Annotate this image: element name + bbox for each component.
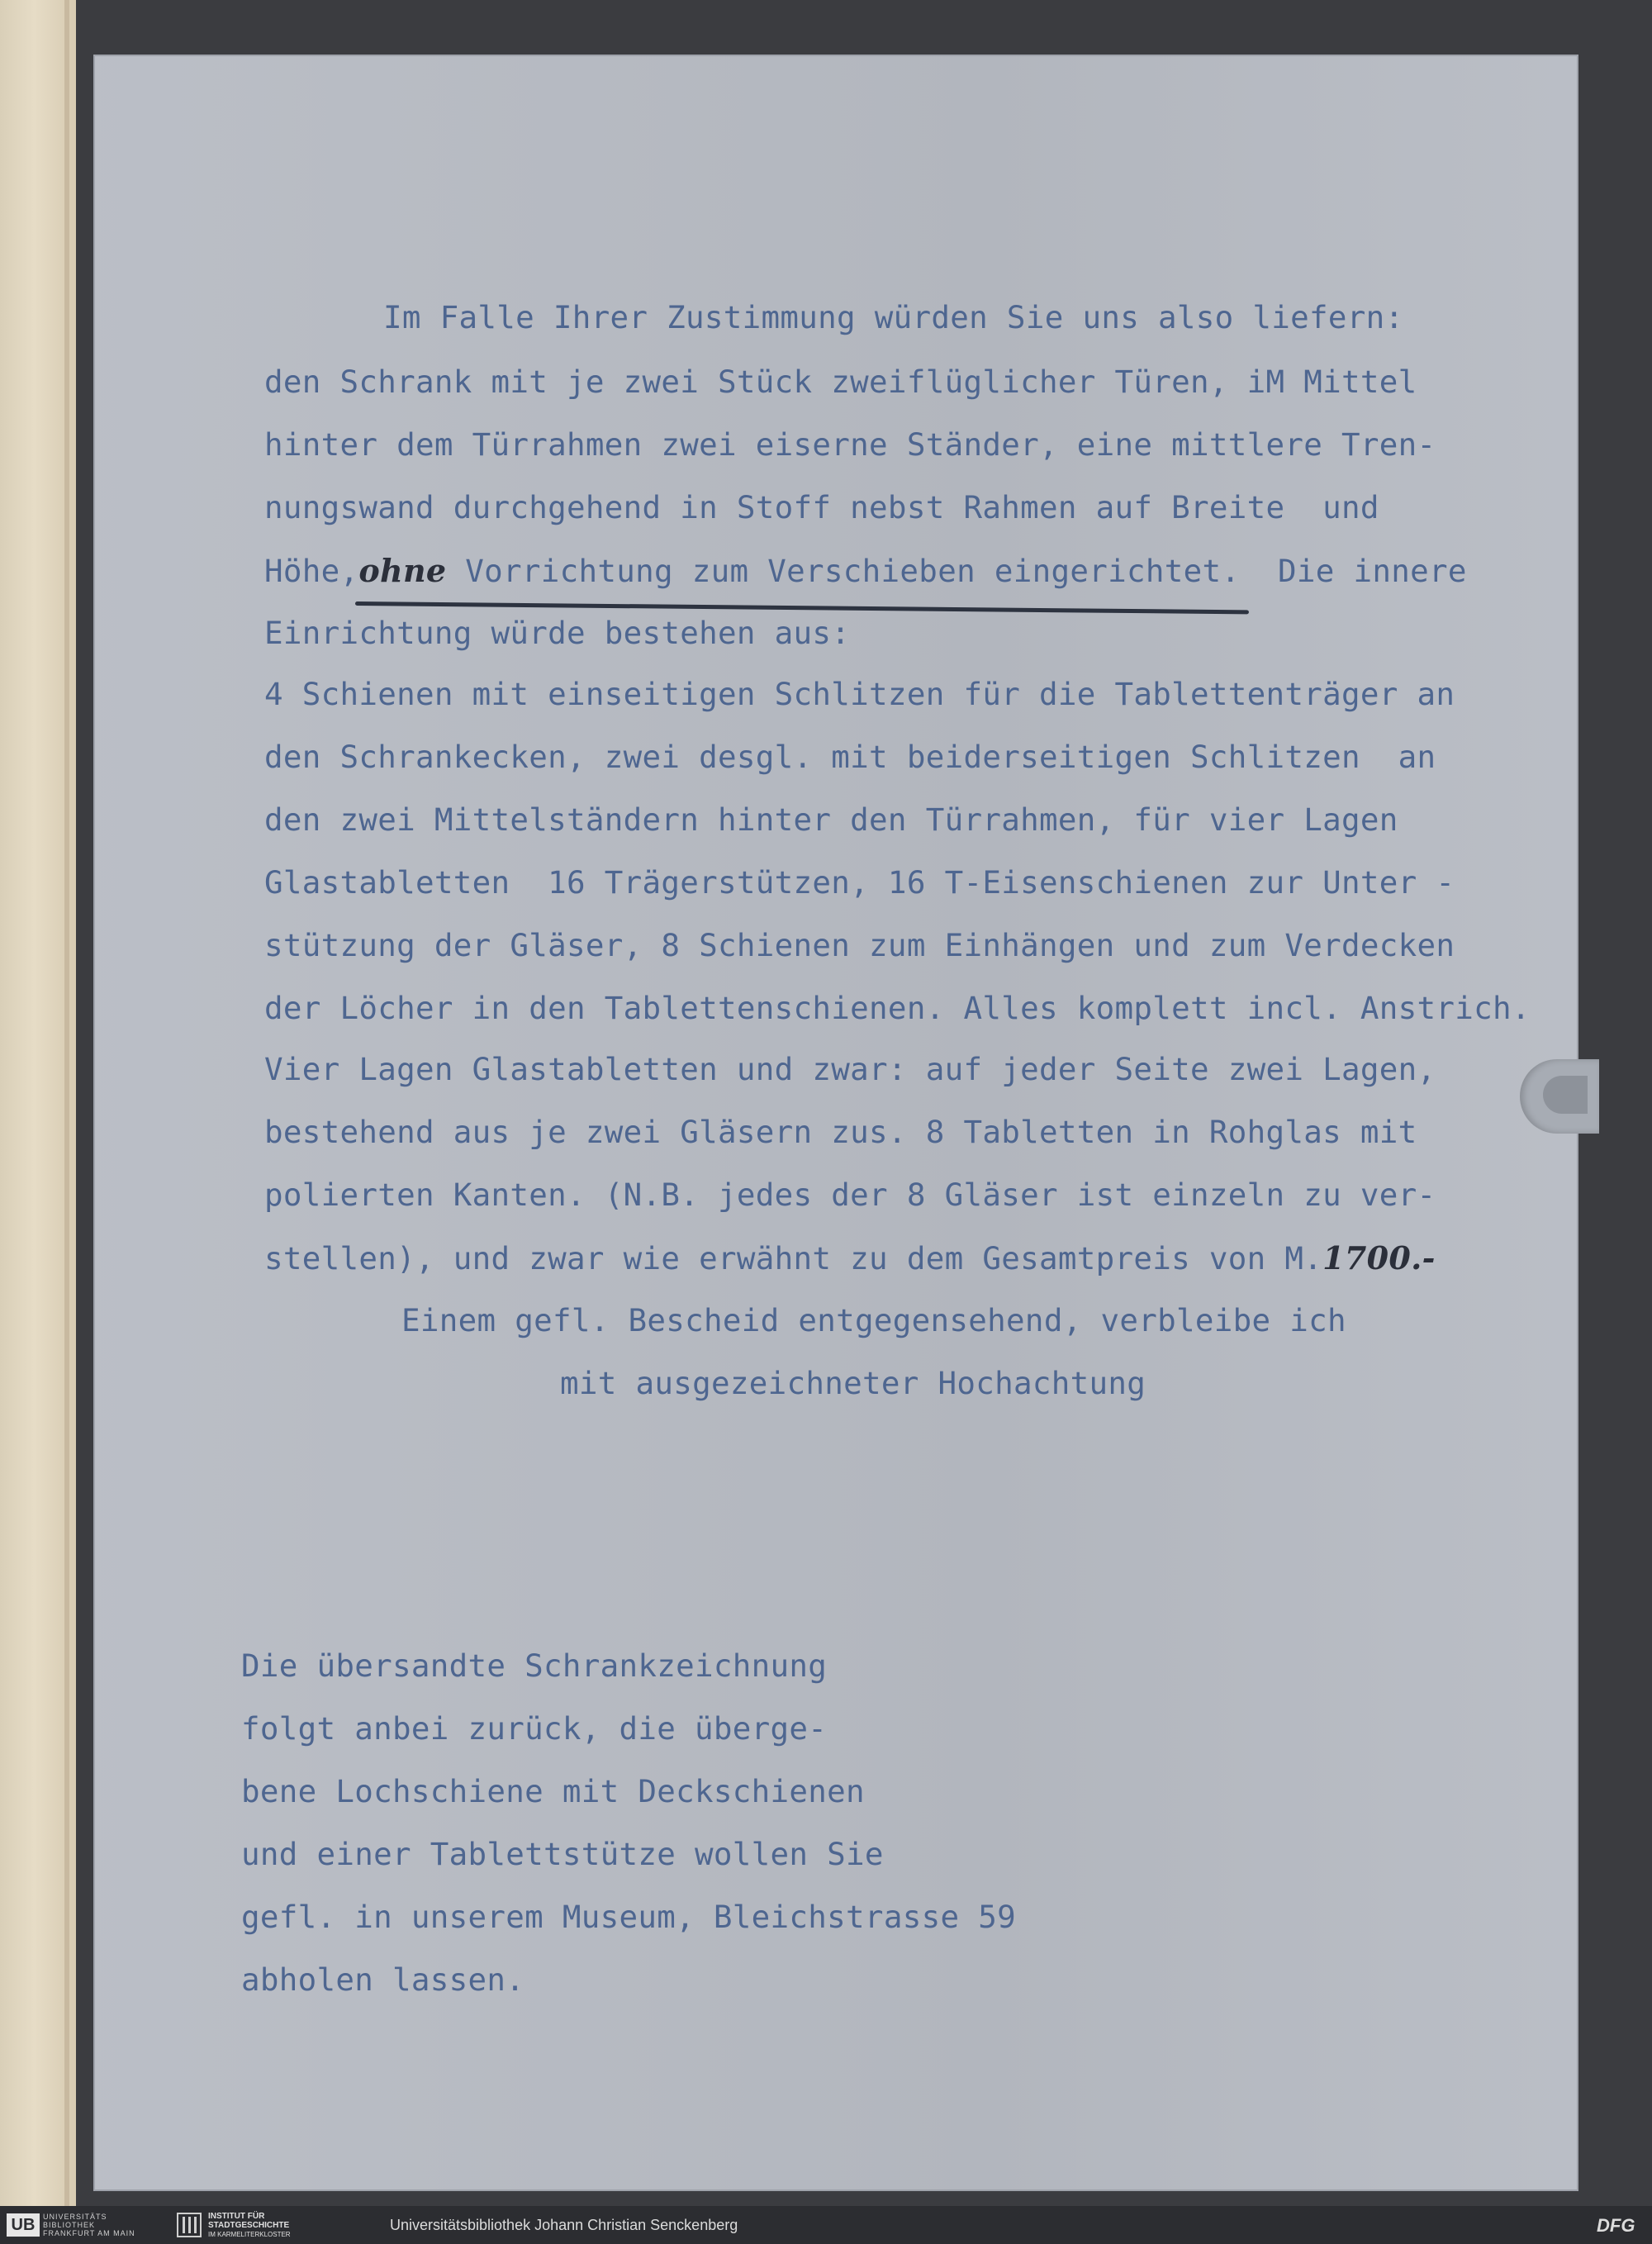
postscript-line: abholen lassen. [241, 1961, 525, 1998]
ub-logo: UB [7, 2213, 40, 2237]
institute-logo-text [208, 2212, 291, 2239]
underlying-page-edge [0, 0, 76, 2206]
letter-line-start: Höhe, [264, 553, 359, 589]
letter-line: Im Falle Ihrer Zustimmung würden Sie uns also liefern: [383, 299, 1404, 335]
inst-text-line: STADTGESCHICHTE [208, 2221, 290, 2230]
letter-line: Vier Lagen Glastabletten und zwar: auf jeder Seite zwei Lagen, [264, 1051, 1436, 1087]
ub-text-line: BIBLIOTHEK [43, 2221, 96, 2229]
postscript-line: gefl. in unserem Museum, Bleichstrasse 59 [241, 1899, 1016, 1935]
closing-line: Einem gefl. Bescheid entgegensehend, verbleibe ich [401, 1302, 1346, 1338]
letter-line: 4 Schienen mit einseitigen Schlitzen für die Tablettenträger an [264, 676, 1455, 712]
letter-line: den Schrankecken, zwei desgl. mit beiderseitigen Schlitzen an [264, 739, 1436, 775]
ub-text-line: FRANKFURT AM MAIN [43, 2229, 135, 2237]
footer-bar [0, 2206, 1652, 2244]
letter-line: bestehend aus je zwei Gläsern zus. 8 Tabletten in Rohglas mit [264, 1114, 1417, 1150]
ub-logo-text [43, 2213, 135, 2237]
letter-line: hinter dem Türrahmen zwei eiserne Ständer, eine mittlere Tren- [264, 426, 1436, 463]
letter-line: der Löcher in den Tablettenschienen. Alles komplett incl. Anstrich. [264, 990, 1531, 1026]
institute-logo-icon [177, 2213, 202, 2237]
letter-line [264, 552, 1467, 589]
ub-text-line: UNIVERSITÄTS [43, 2213, 107, 2221]
folder-tab-slot [1543, 1076, 1588, 1114]
postscript-line: und einer Tablettstütze wollen Sie [241, 1836, 884, 1872]
letter-line: polierten Kanten. (N.B. jedes der 8 Gläser ist einzeln zu ver- [264, 1177, 1436, 1213]
letter-line: den zwei Mittelständern hinter den Türrahmen, für vier Lagen [264, 801, 1398, 838]
letter-line: stützung der Gläser, 8 Schienen zum Einhängen und zum Verdecken [264, 927, 1455, 963]
handwritten-ohne: ohne [358, 552, 447, 589]
letter-line: den Schrank mit je zwei Stück zweiflüglicher Türen, iM Mittel [264, 364, 1417, 400]
postscript-line: Die übersandte Schrankzeichnung [241, 1647, 828, 1684]
letter-line: Glastabletten 16 Trägerstützen, 16 T-Eisenschienen zur Unter - [264, 864, 1455, 901]
page-margin-line [64, 0, 69, 2206]
dfg-logo: DFG [1597, 2215, 1635, 2236]
letter-line-start: stellen), und zwar wie erwähnt zu dem Gesamtpreis von M. [264, 1240, 1323, 1277]
library-caption: Universitätsbibliothek Johann Christian Senckenberg [390, 2217, 738, 2233]
letter-line: nungswand durchgehend in Stoff nebst Rahmen auf Breite und [264, 489, 1379, 525]
postscript-line: bene Lochschiene mit Deckschienen [241, 1773, 865, 1809]
handwritten-price: 1700.- [1322, 1239, 1436, 1277]
letter-line: Einrichtung würde bestehen aus: [264, 615, 851, 651]
inst-text-line: IM KARMELITERKLOSTER [208, 2231, 291, 2238]
inst-text-line: INSTITUT FÜR [208, 2212, 265, 2221]
postscript-line: folgt anbei zurück, die überge- [241, 1710, 828, 1747]
letter-line-rest: Vorrichtung zum Verschieben eingerichtet. Die innere [465, 553, 1467, 589]
closing-line: mit ausgezeichneter Hochachtung [560, 1365, 1146, 1401]
letter-line [264, 1239, 1436, 1277]
